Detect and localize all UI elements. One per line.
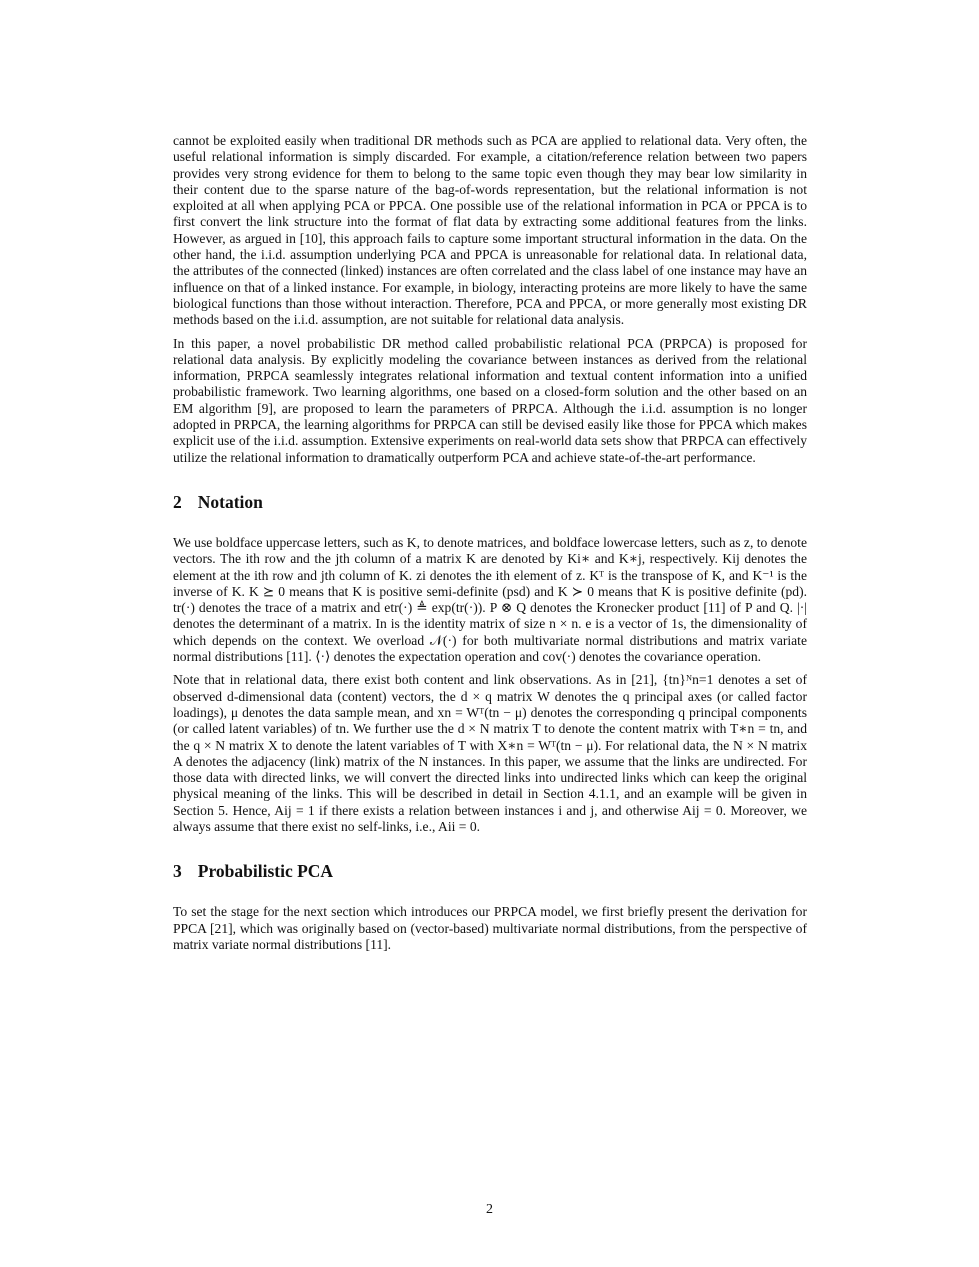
- intro-paragraph-2: In this paper, a novel probabilistic DR method called probabilistic relational PCA (PRPCA) is proposed for relational data analysis. By explicitly modeling the covariance between instances as derived from the relational information, PRPCA seamlessly integrates relational information and textual content information into a unified probabilistic framework. Two learning algorithms, one based on a closed-form solution and the other based on an EM algorithm [9], are proposed to learn the parameters of PRPCA. Although the i.i.d. assumption is no longer adopted in PRPCA, the learning algorithms for PRPCA can still be devised easily like those for PPCA which makes explicit use of the i.i.d. assumption. Extensive experiments on real-world data sets show that PRPCA can effectively utilize the relational information to dramatically outperform PCA and achieve state-of-the-art performance.: [173, 335, 807, 465]
- section-3-number: 3: [173, 861, 182, 882]
- notation-paragraph-1: We use boldface uppercase letters, such as K, to denote matrices, and boldface lowercase letters, such as z, to denote vectors. The ith row and the jth column of a matrix K are denoted by Ki∗ and K∗j, respectively. Kij denotes the element at the ith row and jth column of K. zi denotes the ith element of z. Kᵀ is the transpose of K, and K⁻¹ is the inverse of K. K ⪰ 0 means that K is positive semi-definite (psd) and K ≻ 0 means that K is positive definite (pd). tr(·) denotes the trace of a matrix and etr(·) ≜ exp(tr(·)). P ⊗ Q denotes the Kronecker product [11] of P and Q. |·| denotes the determinant of a matrix. In is the identity matrix of size n × n. e is a vector of 1s, the dimensionality of which depends on the context. We overload 𝒩(·) for both multivariate normal distributions and matrix variate normal distributions [11]. ⟨·⟩ denotes the expectation operation and cov(·) denotes the covariance operation.: [173, 534, 807, 665]
- intro-paragraph-1: cannot be exploited easily when traditional DR methods such as PCA are applied to relational data. Very often, the useful relational information is simply discarded. For example, a citation/reference relation between two papers provides very strong evidence for them to belong to the same topic even though they may bear low similarity in their content due to the sparse nature of the bag-of-words representation, but the relational information is not exploited at all when applying PCA or PPCA. One possible use of the relational information in PCA or PPCA is to first convert the link structure into the format of flat data by extracting some additional features from the links. However, as argued in [10], this approach fails to capture some important structural information in the data. On the other hand, the i.i.d. assumption underlying PCA and PPCA is unreasonable for relational data. In relational data, the attributes of the connected (linked) instances are often correlated and the class label of one instance may have an influence on that of a linked instance. For example, in biology, interacting proteins are more likely to have the same biological functions than those without interaction. Therefore, PCA and PPCA, or more generally most existing DR methods based on the i.i.d. assumption, are not suitable for relational data analysis.: [173, 133, 807, 328]
- page-number: 2: [486, 1202, 493, 1217]
- notation-paragraph-2: Note that in relational data, there exist both content and link observations. As in [21], {tn}ᴺn=1 denotes a set of observed d-dimensional data (content) vectors, the d × q matrix W denotes the q principal axes (or called factor loadings), μ denotes the data sample mean, and xn = Wᵀ(tn − μ) denotes the corresponding q principal components (or called latent variables) of tn. We further use the d × N matrix T to denote the content matrix with T∗n = tn, and the q × N matrix X to denote the latent variables of T with X∗n = Wᵀ(tn − μ). For relational data, the N × N matrix A denotes the adjacency (link) matrix of the N instances. In this paper, we assume that the links are undirected. For those data with directed links, we will convert the directed links into undirected links which can keep the original physical meaning of the links. This will be described in detail in Section 4.1.1, and an example will be given in Section 5. Hence, Aij = 1 if there exists a relation between instances i and j, and otherwise Aij = 0. Moreover, we always assume that there exist no self-links, i.e., Aii = 0.: [173, 672, 807, 834]
- section-3-title: Probabilistic PCA: [197, 861, 334, 882]
- page-body: [173, 133, 807, 960]
- section-3-heading: [173, 861, 807, 882]
- section-2-heading: [173, 492, 807, 513]
- section-2-title: Notation: [197, 491, 263, 512]
- section-2-number: 2: [173, 491, 182, 512]
- ppca-paragraph-1: To set the stage for the next section which introduces our PRPCA model, we first briefly present the derivation for PPCA [21], which was originally based on (vector-based) multivariate normal distributions, from the perspective of matrix variate normal distributions [11].: [173, 904, 807, 952]
